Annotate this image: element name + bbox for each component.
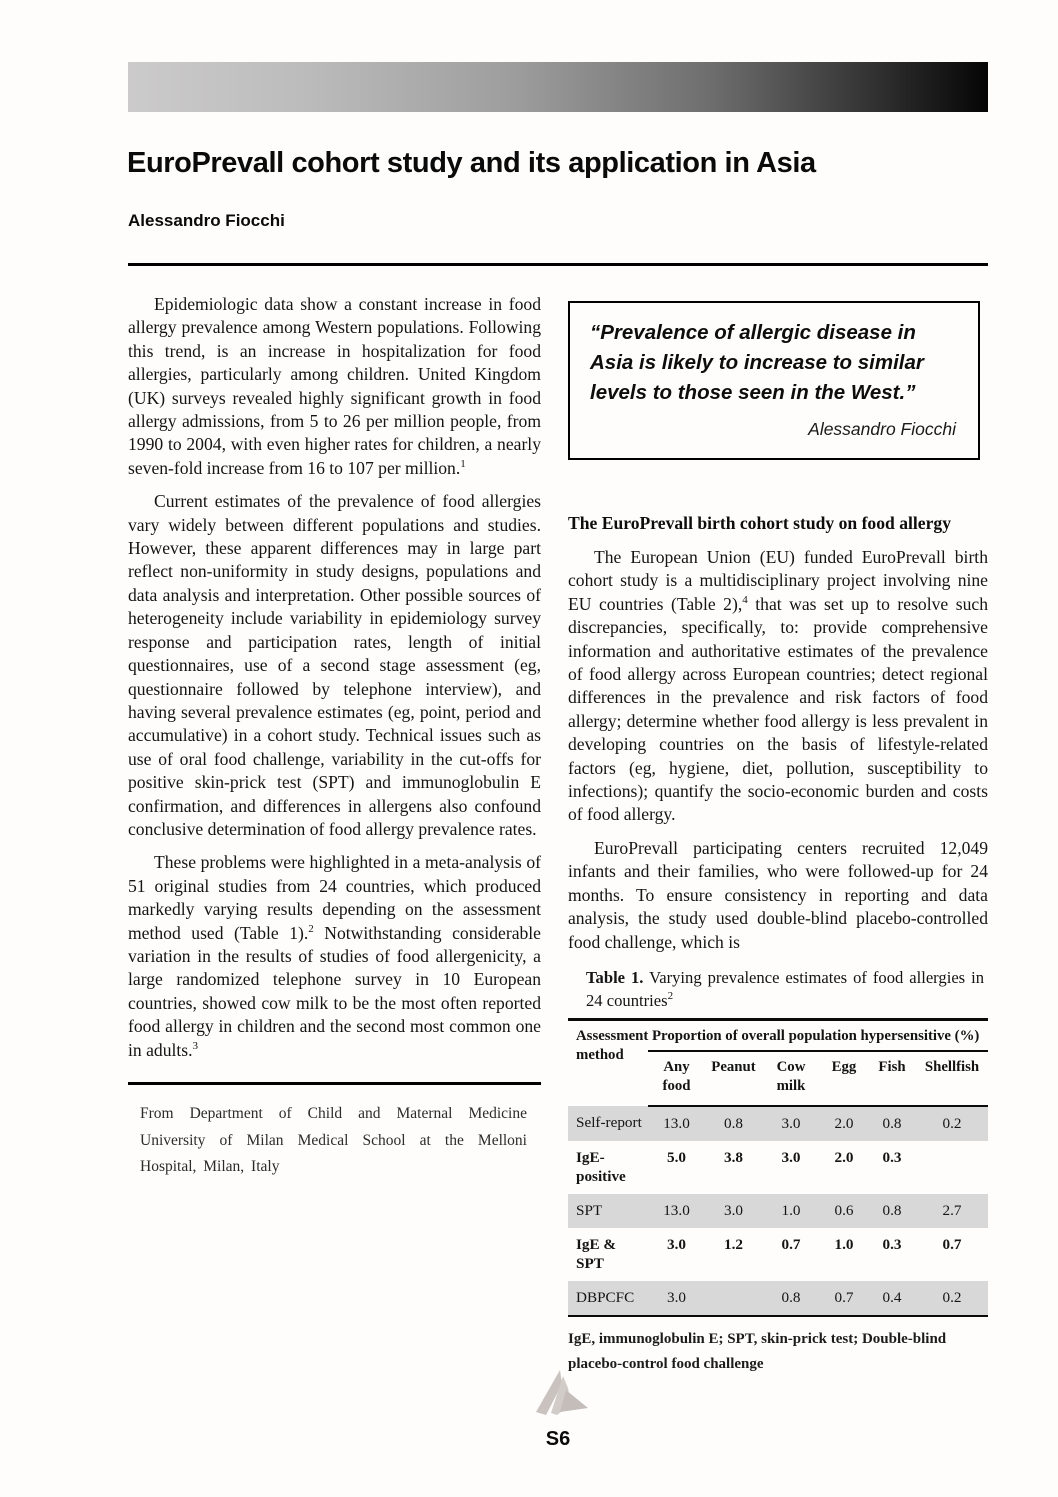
table-caption-reference-mark: 2 (667, 989, 674, 1002)
column-header-fish: Fish (868, 1051, 916, 1106)
header-gradient-bar (128, 62, 988, 112)
table-cell: 5.0 (667, 1148, 686, 1166)
paragraph-meta-analysis (128, 851, 541, 1062)
paragraph-text: Epidemiologic data show a constant increase in food allergy prevalence among Western populations. Following this trend, is an increase in hospitalization for food allergies, particularly among children. United Kingdom (UK) surveys revealed highly significant growth in food allergy admissions, from 5 to 26 per million people, from 1990 to 2004, with even higher rates for children, a nearly seven-fold increase from 16 to 107 per million. (128, 294, 541, 478)
row-label: Self-report (576, 1113, 642, 1131)
table-row-spt (568, 1194, 988, 1228)
row-label: IgE-positive (576, 1148, 626, 1185)
column-header-peanut: Peanut (705, 1051, 762, 1106)
paragraph-epidemiologic (128, 293, 541, 480)
table-row-ige-and-spt (568, 1228, 988, 1281)
table-cell: 2.0 (834, 1148, 854, 1166)
table-footnote: IgE, immunoglobulin E; SPT, skin-prick test; Double-blind placebo-control food challenge (568, 1330, 947, 1372)
table-cell: 3.0 (648, 1281, 705, 1316)
table-caption-label: Table 1. (586, 967, 644, 987)
table-cell: 1.0 (834, 1235, 854, 1253)
paragraph-text: that was set up to resolve such discrepancies, specifically, to: provide comprehensive information and authoritative estimates of the prevalence of food allergy across European countries; detect regional differences in the prevalence and risk factors of food allergy; determine whether food allergy is less prevalent in developing countries on the basis of lifestyle-related factors (eg, hygiene, diet, pollution, susceptibility to infections); quantify the socio-economic burden and costs of food allergy. (568, 593, 988, 825)
column-header-egg: Egg (820, 1051, 868, 1106)
prevalence-table (568, 1018, 988, 1317)
page-title: EuroPrevall cohort study and its application in Asia (127, 147, 816, 179)
paragraph-text: Notwithstanding considerable variation in the results of studies of food allergenicity, a large randomized telephone survey in 10 European countries, showed cow milk to be the most often reported food allergy in children and the second most common one in adults. (128, 922, 541, 1060)
table-cell: 0.3 (882, 1148, 902, 1166)
reference-mark-4: 4 (742, 593, 748, 606)
table-cell: 13.0 (663, 1201, 690, 1219)
article-body (128, 293, 988, 1377)
table-cell: 2.0 (834, 1114, 854, 1132)
column-header-any-food: Any food (648, 1051, 705, 1106)
paragraph-eu-cohort (568, 546, 988, 827)
table-cell (705, 1281, 762, 1316)
pull-quote-attribution: Alessandro Fiocchi (808, 419, 956, 439)
table-cell: 0.7 (781, 1235, 801, 1253)
table-cell: 0.4 (868, 1281, 916, 1316)
table-cell: 1.2 (724, 1235, 743, 1253)
affiliation-divider (128, 1082, 541, 1085)
table-cell: 3.0 (724, 1201, 743, 1219)
pull-quote-box (568, 301, 980, 460)
right-column (568, 293, 988, 1377)
row-label: DBPCFC (568, 1281, 648, 1316)
reference-mark-3: 3 (192, 1039, 199, 1052)
table-cell: 3.0 (667, 1235, 686, 1253)
section-heading: The EuroPrevall birth cohort study on food allergy (568, 513, 951, 533)
table-header-row-1 (568, 1019, 988, 1051)
title-divider (128, 263, 988, 266)
table-cell: 3.0 (781, 1148, 801, 1166)
page-number: S6 (545, 1428, 571, 1450)
author-name: Alessandro Fiocchi (128, 211, 285, 230)
paragraph-recruitment: EuroPrevall participating centers recruited 12,049 infants and their families, who were followed-up for 24 months. To ensure consistency in reporting and data analysis, the study used double-blind placebo-controlled food challenge, which is (568, 837, 988, 952)
table-row-ige-positive (568, 1141, 988, 1194)
paragraph-current-estimates: Current estimates of the prevalence of food allergies vary widely between different populations and studies. However, these apparent differences may in large part reflect non-uniformity in study designs, populations and data analysis and interpretation. Other possible sources of heterogeneity include variability in epidemiology survey response and participation rates, length of initial questionnaires, use of a second stage assessment (eg, questionnaire followed by telephone interview), and having several prevalence estimates (eg, point, period and accumulative) in a cohort study. Technical issues such as use of oral food challenge, variability in the cut-offs for positive skin-prick test (SPT) and immunoglobulin E confirmation, and differences in allergens also confound conclusive determination of food allergy prevalence rates. (128, 491, 541, 839)
table-cell: 0.7 (942, 1235, 962, 1253)
row-label: IgE & SPT (576, 1235, 617, 1272)
table-cell: 3.0 (781, 1114, 801, 1132)
affiliation-note: From Department of Child and Maternal Medicine University of Milan Medical School at the Melloni Hospital, Milan, Italy (140, 1105, 527, 1175)
table-cell: 2.7 (942, 1201, 962, 1219)
pull-quote-text: “Prevalence of allergic disease in Asia is likely to increase to similar levels to those seen in the West.” (590, 321, 924, 404)
table-caption-text: Varying prevalence estimates of food allergies in 24 countries (586, 967, 985, 1010)
paragraph-text: The European Union (EU) funded EuroPrevall birth cohort study is a multidisciplinary project involving nine EU countries (Table 2), (568, 547, 988, 614)
table-cell: 1.0 (781, 1201, 801, 1219)
reference-mark-2: 2 (308, 922, 314, 935)
table-cell: 0.7 (820, 1281, 868, 1316)
row-label: SPT (576, 1201, 603, 1219)
table-cell: 0.2 (916, 1281, 988, 1316)
table-row-self-report (568, 1106, 988, 1141)
publisher-logo-icon (524, 1368, 594, 1420)
table-cell: 0.3 (882, 1235, 902, 1253)
table-cell: 3.8 (724, 1148, 743, 1166)
table-cell: 0.8 (724, 1114, 743, 1132)
table-cell: 0.8 (762, 1281, 820, 1316)
column-header-proportion: Proportion of overall population hypersensitive (%) (648, 1019, 988, 1051)
table-cell (916, 1141, 988, 1194)
table-cell: 0.8 (882, 1114, 902, 1132)
left-column (128, 293, 541, 1377)
paragraph-text: These problems were highlighted in a meta-analysis of 51 original studies from 24 countries, which produced markedly varying results depending on the assessment method used (Table 1). (128, 852, 541, 943)
column-header-shellfish: Shellfish (916, 1051, 988, 1106)
table-cell: 0.6 (834, 1201, 854, 1219)
table-cell: 0.8 (882, 1201, 902, 1219)
column-header-assessment-method: Assessment method (576, 1027, 649, 1063)
table-cell: 0.2 (942, 1114, 962, 1132)
table-cell: 13.0 (663, 1114, 690, 1132)
reference-mark-1: 1 (460, 457, 466, 470)
column-header-cow-milk: Cow milk (762, 1051, 820, 1106)
table-caption (568, 966, 988, 1012)
table-row-dbpcfc (568, 1281, 988, 1316)
